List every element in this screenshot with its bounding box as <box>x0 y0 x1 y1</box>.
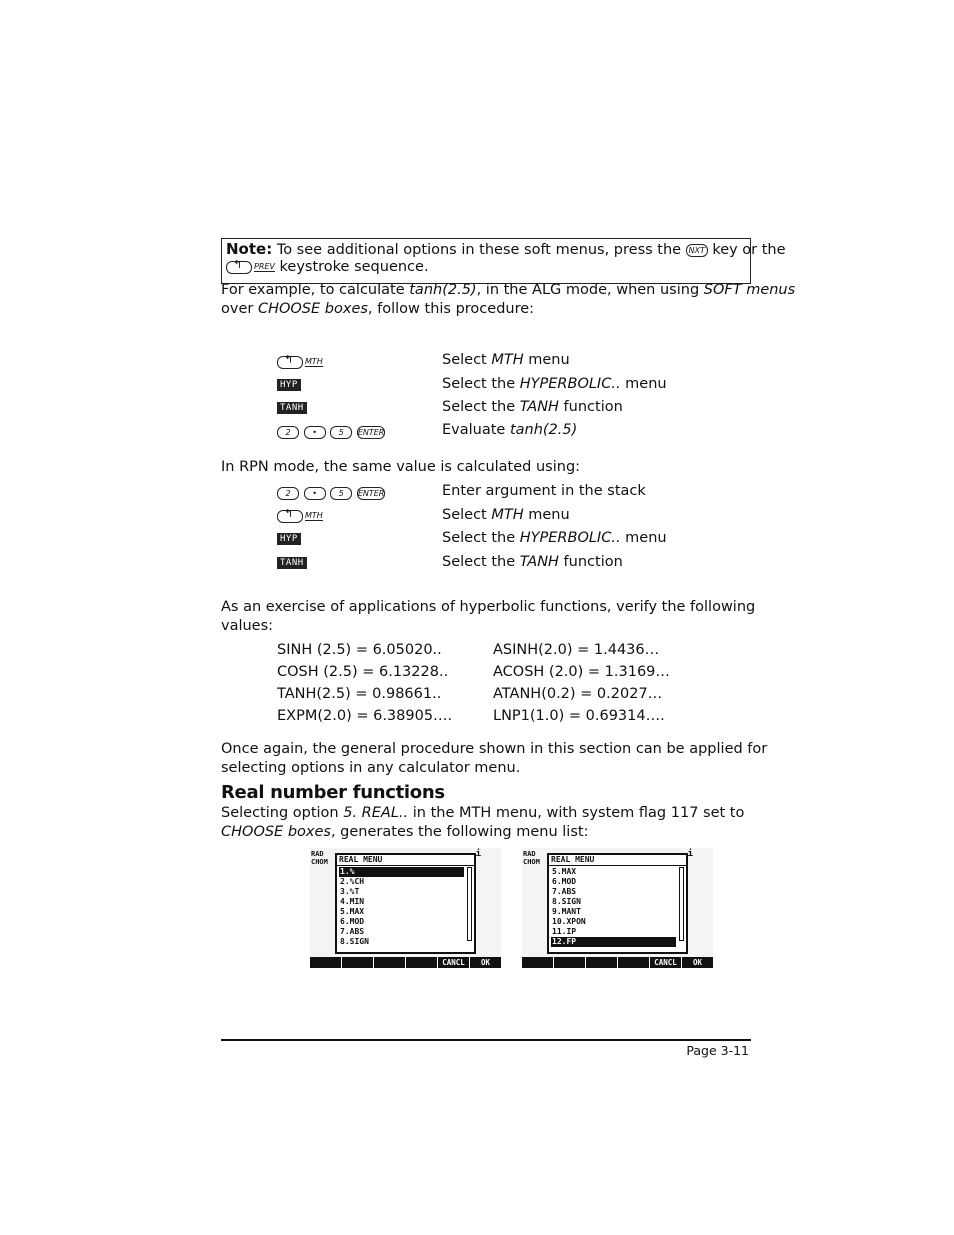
soft-menu-bar <box>310 957 501 968</box>
soft-menu-key[interactable] <box>341 957 373 968</box>
scrollbar[interactable] <box>467 867 472 941</box>
value-right: ASINH(2.0) = 1.4436… <box>493 642 660 658</box>
calculator-screen-2 <box>522 848 713 968</box>
real-text: CHOOSE boxes <box>221 824 331 840</box>
step-text: Select the <box>442 554 520 570</box>
step-text: menu <box>523 507 570 523</box>
step-text: menu <box>620 376 667 392</box>
keystroke-tanh <box>277 400 307 416</box>
menu-item[interactable]: 11.IP <box>552 927 577 936</box>
menu-list <box>339 867 464 947</box>
note-line-1 <box>226 240 786 258</box>
left-shift-key-icon <box>226 261 252 274</box>
enter-key-icon: ENTER <box>357 427 385 437</box>
step-text: HYPERBOLIC.. <box>519 376 621 392</box>
step-text: menu <box>620 530 667 546</box>
real-text: in the MTH menu, with system flag 117 set to <box>408 805 745 821</box>
step-text: Select the <box>442 399 520 415</box>
value-right: ACOSH (2.0) = 1.3169… <box>493 664 670 680</box>
step-text: Select <box>442 507 492 523</box>
soft-menu-key[interactable] <box>617 957 649 968</box>
rpn-step-2 <box>442 507 570 523</box>
step-text: TANH <box>519 554 559 570</box>
info-icon: i <box>475 849 481 859</box>
status-indicator: RAD CHOM <box>523 850 540 866</box>
keystroke-rpn-enter <box>277 485 385 501</box>
soft-menu-bar <box>522 957 713 968</box>
intro-text: , follow this procedure: <box>367 301 535 317</box>
note-text-1a: To see additional options in these soft menus, press the <box>276 242 682 258</box>
menu-item[interactable]: 8.SIGN <box>340 937 369 946</box>
tanh-softkey-icon: TANH <box>277 557 307 569</box>
real-line-1 <box>221 805 744 821</box>
step-text: TANH <box>519 399 559 415</box>
once-line-1: Once again, the general procedure shown in this section can be applied for <box>221 741 768 757</box>
left-shift-key-icon <box>277 510 303 523</box>
menu-item[interactable]: 9.MANT <box>552 907 581 916</box>
intro-text: CHOOSE boxes <box>257 301 368 317</box>
step-text: Enter argument in the stack <box>442 483 646 499</box>
alg-step-4 <box>442 422 577 438</box>
keystroke-mth <box>277 354 323 370</box>
alg-step-1 <box>442 352 570 368</box>
value-left: EXPM(2.0) = 6.38905…. <box>277 708 453 724</box>
real-line-2 <box>221 824 588 840</box>
value-left: COSH (2.5) = 6.13228.. <box>277 664 449 680</box>
nxt-key-icon: NXT <box>686 244 708 257</box>
title-divider <box>549 865 686 866</box>
page-number: Page 3-11 <box>686 1043 749 1058</box>
step-text: Select the <box>442 376 520 392</box>
real-text: , generates the following menu list: <box>330 824 589 840</box>
note-line-2 <box>226 259 429 275</box>
mth-key-label: MTH <box>305 511 323 520</box>
once-line-2: selecting options in any calculator menu. <box>221 760 521 776</box>
section-title: Real number functions <box>221 782 445 803</box>
step-text: Evaluate <box>442 422 510 438</box>
note-label: Note: <box>226 240 273 258</box>
menu-list <box>551 867 676 947</box>
intro-text: tanh(2.5) <box>409 282 477 298</box>
left-shift-key-icon <box>277 356 303 369</box>
soft-menu-key[interactable] <box>405 957 437 968</box>
step-text: Select <box>442 352 492 368</box>
keystroke-rpn-tanh <box>277 555 307 571</box>
info-icon: i <box>687 849 693 859</box>
intro-text: SOFT menus <box>703 282 796 298</box>
intro-text: over <box>221 301 258 317</box>
alg-step-2 <box>442 376 667 392</box>
keystroke-hyp <box>277 377 301 393</box>
menu-item[interactable]: 7.ABS <box>552 887 577 896</box>
menu-item[interactable]: 5.MAX <box>340 907 365 916</box>
intro-line-1 <box>221 282 795 298</box>
keystroke-evaluate <box>277 424 385 440</box>
menu-item[interactable]: 10.XPON <box>552 917 586 926</box>
choose-box <box>335 853 476 954</box>
ok-softkey[interactable]: OK <box>681 957 713 968</box>
tanh-softkey-icon: TANH <box>277 402 307 414</box>
menu-item[interactable]: 7.ABS <box>340 927 365 936</box>
step-text: tanh(2.5) <box>509 422 578 438</box>
mth-key-label: MTH <box>305 357 323 366</box>
alg-step-3 <box>442 399 623 415</box>
choose-box <box>547 853 688 954</box>
step-text: function <box>558 399 623 415</box>
rpn-step-1 <box>442 483 646 499</box>
prev-key-label: PREV <box>254 262 275 271</box>
note-box <box>221 238 786 284</box>
value-left: SINH (2.5) = 6.05020.. <box>277 642 442 658</box>
status-indicator: RAD CHOM <box>311 850 328 866</box>
enter-key-icon: ENTER <box>357 488 385 498</box>
exercise-line-1: As an exercise of applications of hyperbolic functions, verify the following <box>221 599 756 615</box>
key-5-icon: 5 <box>330 426 352 439</box>
real-text: 5. REAL.. <box>343 805 409 821</box>
menu-item[interactable]: 5.MAX <box>552 867 577 876</box>
step-text: MTH <box>491 507 524 523</box>
key-dot-icon: • <box>304 426 326 439</box>
choose-box-title: REAL MENU <box>339 855 383 864</box>
value-left: TANH(2.5) = 0.98661.. <box>277 686 442 702</box>
note-text-1b: key or the <box>712 242 786 258</box>
scrollbar[interactable] <box>679 867 684 941</box>
keystroke-rpn-hyp <box>277 531 301 547</box>
step-text: function <box>558 554 623 570</box>
step-text: HYPERBOLIC.. <box>519 530 621 546</box>
key-2-icon: 2 <box>277 487 299 500</box>
step-text: MTH <box>491 352 524 368</box>
step-text: menu <box>523 352 570 368</box>
hyp-softkey-icon: HYP <box>277 379 301 391</box>
step-text: Select the <box>442 530 520 546</box>
value-right: ATANH(0.2) = 0.2027… <box>493 686 663 702</box>
menu-item[interactable]: 12.FP <box>551 937 676 947</box>
keystroke-rpn-mth <box>277 508 323 524</box>
menu-item[interactable]: 8.SIGN <box>552 897 581 906</box>
calculator-screen-1 <box>310 848 501 968</box>
intro-line-2 <box>221 301 534 317</box>
menu-item[interactable]: 4.MIN <box>340 897 365 906</box>
ok-softkey[interactable]: OK <box>469 957 501 968</box>
intro-text: For example, to calculate <box>221 282 410 298</box>
title-divider <box>337 865 474 866</box>
soft-menu-key[interactable] <box>373 957 405 968</box>
cancel-softkey[interactable]: CANCL <box>649 957 681 968</box>
cancel-softkey[interactable]: CANCL <box>437 957 469 968</box>
key-dot-icon: • <box>304 487 326 500</box>
menu-item[interactable]: 2.%CH <box>340 877 365 886</box>
menu-item[interactable]: 6.MOD <box>340 917 365 926</box>
choose-box-title: REAL MENU <box>551 855 595 864</box>
menu-item[interactable]: 6.MOD <box>552 877 577 886</box>
menu-item[interactable]: 1.% <box>339 867 464 877</box>
key-2-icon: 2 <box>277 426 299 439</box>
soft-menu-key[interactable] <box>553 957 585 968</box>
rpn-intro: In RPN mode, the same value is calculated using: <box>221 459 581 475</box>
value-right: LNP1(1.0) = 0.69314…. <box>493 708 665 724</box>
rpn-step-4 <box>442 554 623 570</box>
real-text: Selecting option <box>221 805 344 821</box>
hyp-softkey-icon: HYP <box>277 533 301 545</box>
soft-menu-key[interactable] <box>522 957 553 968</box>
note-text-2: keystroke sequence. <box>279 259 429 275</box>
key-5-icon: 5 <box>330 487 352 500</box>
footer-divider <box>221 1039 751 1041</box>
soft-menu-key[interactable] <box>310 957 341 968</box>
rpn-step-3 <box>442 530 667 546</box>
menu-item[interactable]: 3.%T <box>340 887 360 896</box>
soft-menu-key[interactable] <box>585 957 617 968</box>
exercise-line-2: values: <box>221 618 274 634</box>
intro-text: , in the ALG mode, when using <box>476 282 704 298</box>
